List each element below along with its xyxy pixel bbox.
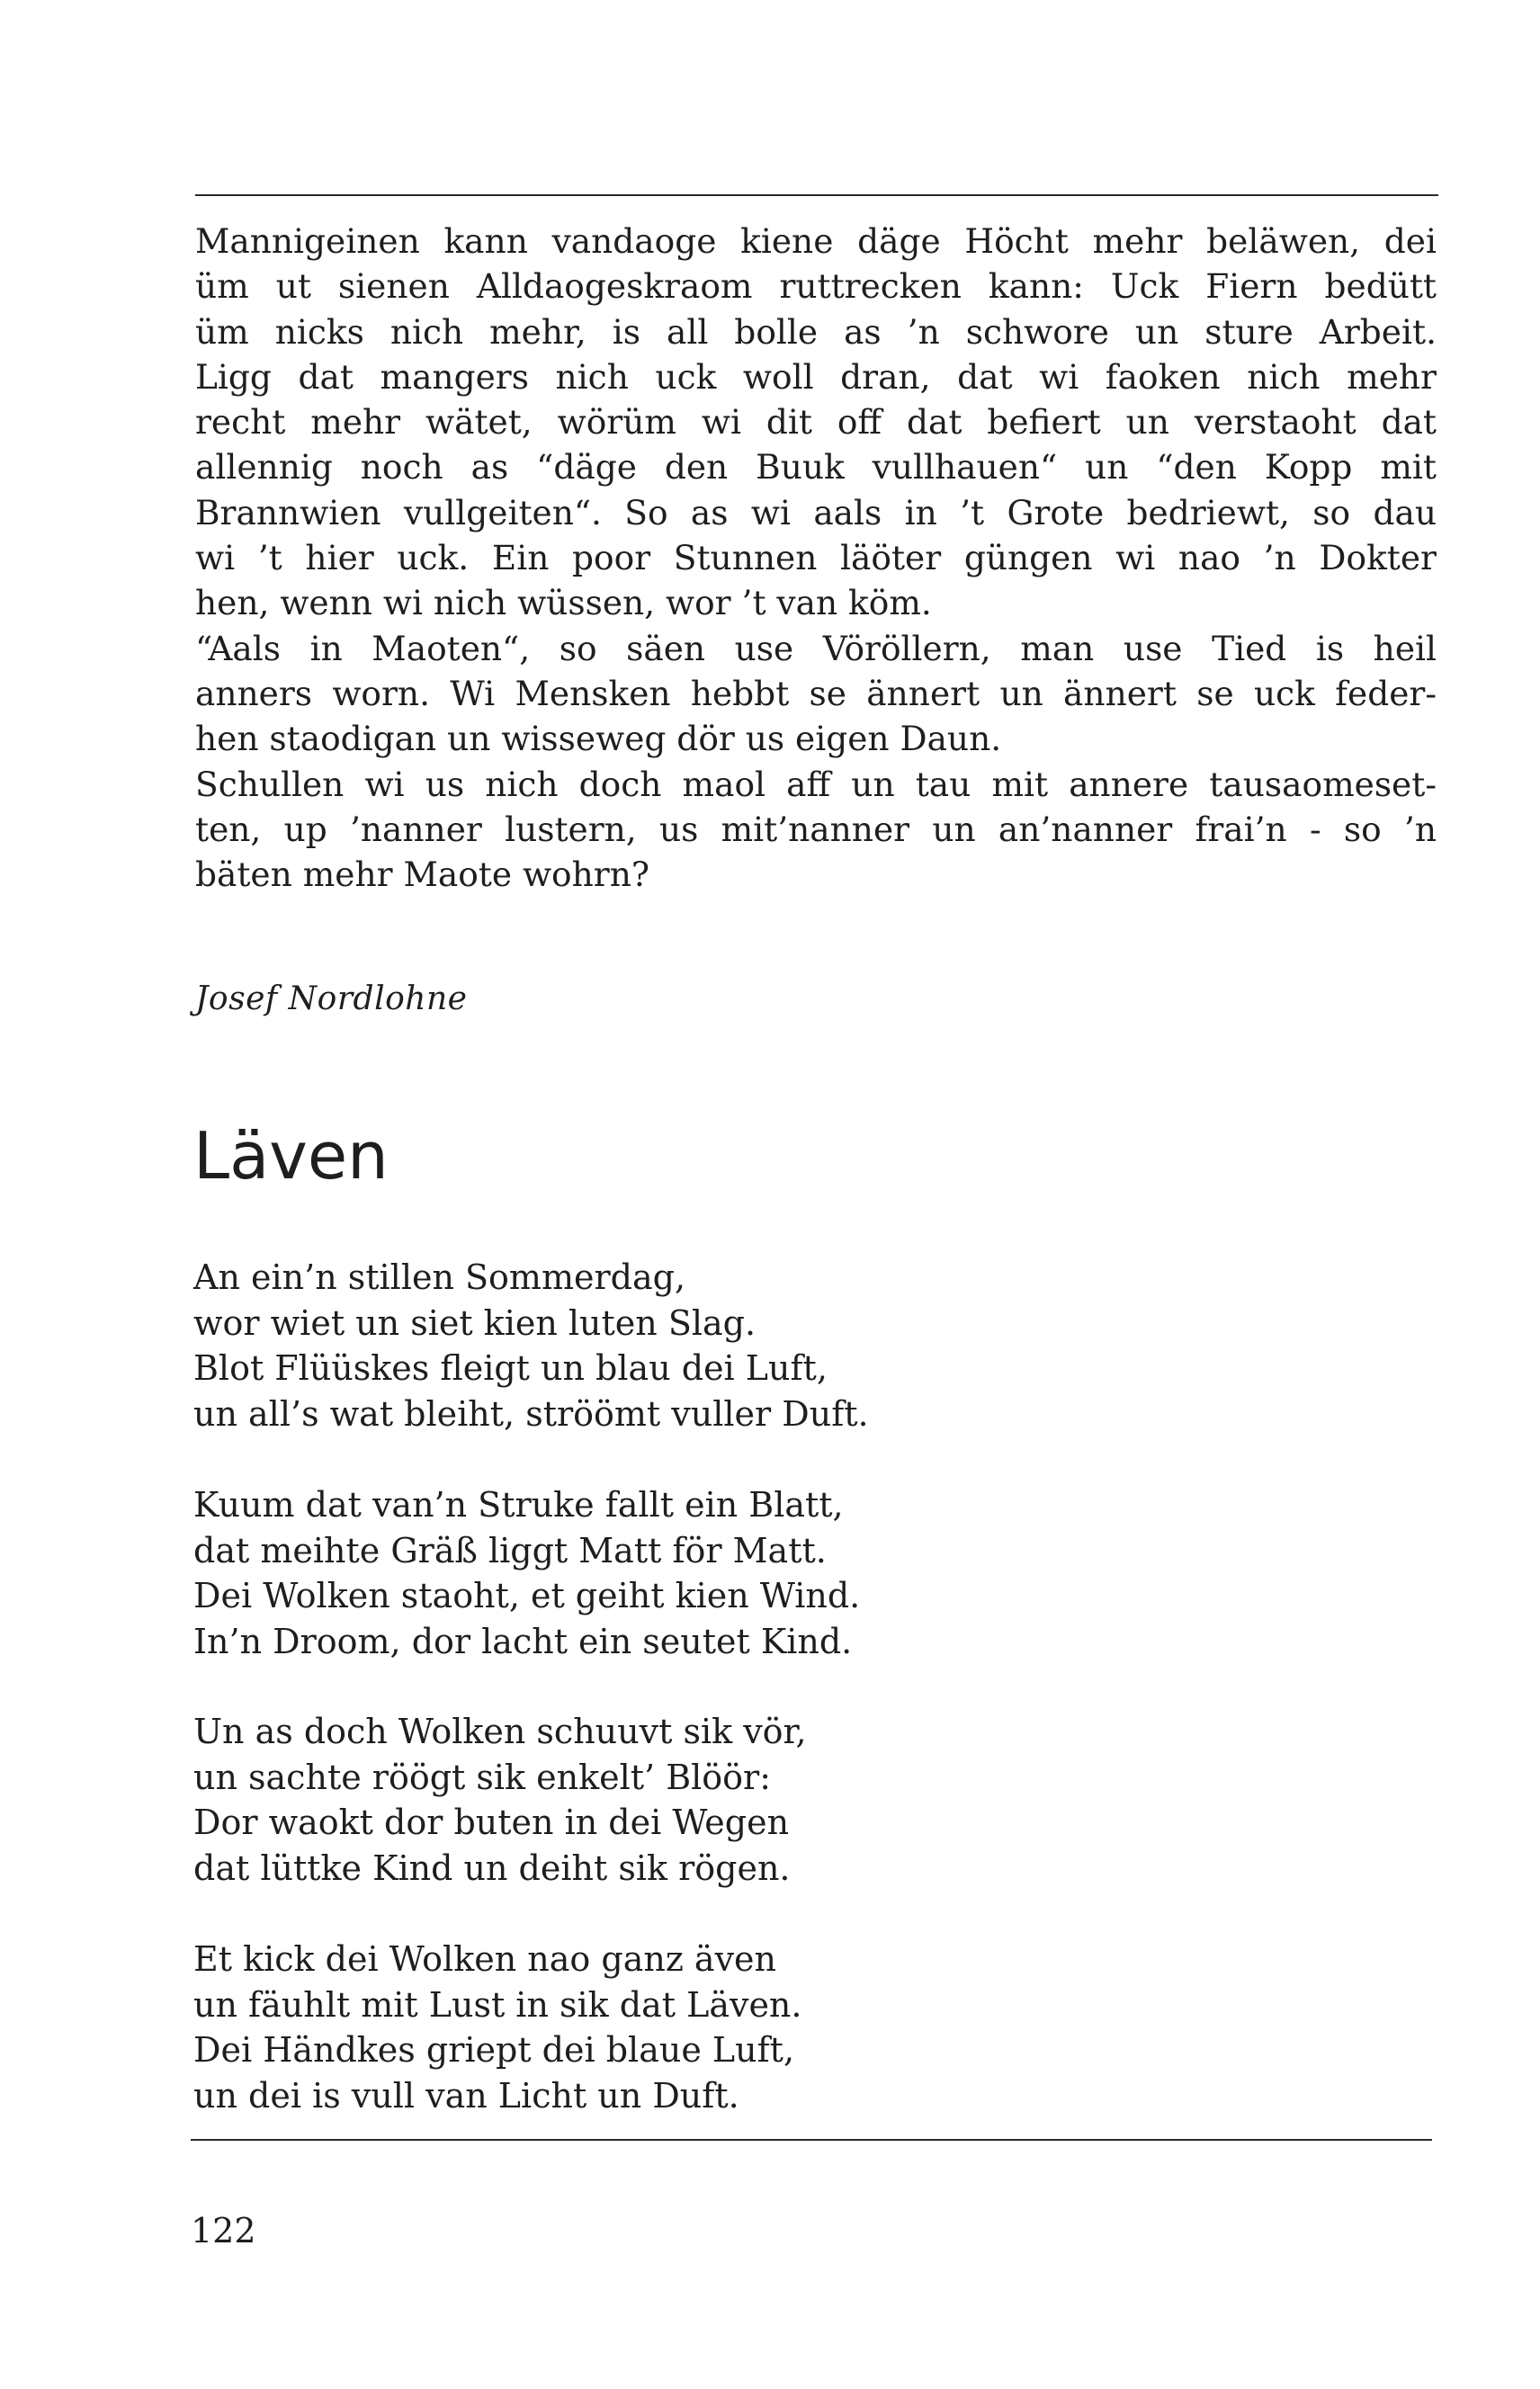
verse-line: dat lüttke Kind un deiht sik rögen. — [193, 1848, 791, 1888]
poem-stanza — [193, 1255, 1363, 1436]
prose-line: ten, up ’nanner lustern, us mit’nanner un an’nanner frai’n - so ’n — [195, 809, 1437, 849]
prose-line: üm ut sienen Alldaogeskraom ruttrecken kann: Uck Fiern bedütt — [195, 266, 1437, 307]
prose-line: hen staodigan un wisseweg dör us eigen Daun. — [195, 719, 1002, 759]
verse-line: dat meihte Gräß liggt Matt för Matt. — [193, 1530, 827, 1570]
prose-line: üm nicks nich mehr, is all bolle as ’n schwore un sture Arbeit. — [195, 311, 1437, 352]
prose-line: Mannigeinen kann vandaoge kiene däge Höcht mehr beläwen, dei — [195, 221, 1437, 261]
verse-line: An ein’n stillen Sommerdag, — [193, 1257, 686, 1297]
verse-line: Dei Händkes griept dei blaue Luft, — [193, 2030, 795, 2070]
prose-line: recht mehr wätet, wörüm wi dit off dat befiert un verstaoht dat — [195, 402, 1437, 443]
bottom-rule — [191, 2139, 1432, 2141]
verse-line: un all’s wat bleiht, ströömt vuller Duft. — [193, 1393, 869, 1434]
author-name: Josef Nordlohne — [195, 980, 468, 1017]
prose-line: allennig noch as “däge den Buuk vullhauen“ un “den Kopp mit — [195, 447, 1437, 488]
verse-line: Kuum dat van’n Struke fallt ein Blatt, — [193, 1485, 844, 1525]
poem-title: Läven — [193, 1118, 389, 1194]
verse-line: In’n Droom, dor lacht ein seutet Kind. — [193, 1621, 853, 1661]
verse-line: Un as doch Wolken schuuvt sik vör, — [193, 1712, 807, 1751]
poem-stanza — [193, 1709, 1363, 1891]
verse-line: Dor waokt dor buten in dei Wegen — [193, 1803, 790, 1842]
prose-line: Brannwien vullgeiten“. So as wi aals in ’t Grote bedriewt, so dau — [195, 492, 1437, 532]
poem-stanza — [193, 1937, 1363, 2118]
page-number: 122 — [191, 2211, 256, 2250]
verse-line: Dei Wolken staoht, et geiht kien Wind. — [193, 1576, 861, 1615]
poem-stanza — [193, 1482, 1363, 1664]
prose-line: anners worn. Wi Mensken hebbt se ännert un ännert se uck feder- — [195, 673, 1437, 713]
top-rule — [195, 194, 1438, 196]
verse-line: un fäuhlt mit Lust in sik dat Läven. — [193, 1984, 802, 2025]
verse-line: un sachte röögt sik enkelt’ Blöör: — [193, 1757, 771, 1797]
prose-line: Schullen wi us nich doch maol aff un tau mit annere tausaomeset- — [195, 764, 1437, 804]
prose-line: “Aals in Maoten“, so säen use Vöröllern, man use Tied is heil — [195, 628, 1437, 668]
prose-line: bäten mehr Maote wohrn? — [195, 854, 649, 895]
prose-paragraphs — [195, 219, 1437, 897]
prose-line: hen, wenn wi nich wüssen, wor ’t van köm. — [195, 583, 932, 623]
verse-line: Blot Flüüskes fleigt un blau dei Luft, — [193, 1348, 828, 1388]
prose-line: wi ’t hier uck. Ein poor Stunnen läöter güngen wi nao ’n Dokter — [195, 538, 1437, 578]
prose-line: Ligg dat mangers nich uck woll dran, dat wi faoken nich mehr — [195, 356, 1437, 397]
verse-line: wor wiet un siet kien luten Slag. — [193, 1302, 757, 1343]
verse-line: Et kick dei Wolken nao ganz även — [193, 1939, 777, 1979]
verse-line: un dei is vull van Licht un Duft. — [193, 2075, 739, 2116]
